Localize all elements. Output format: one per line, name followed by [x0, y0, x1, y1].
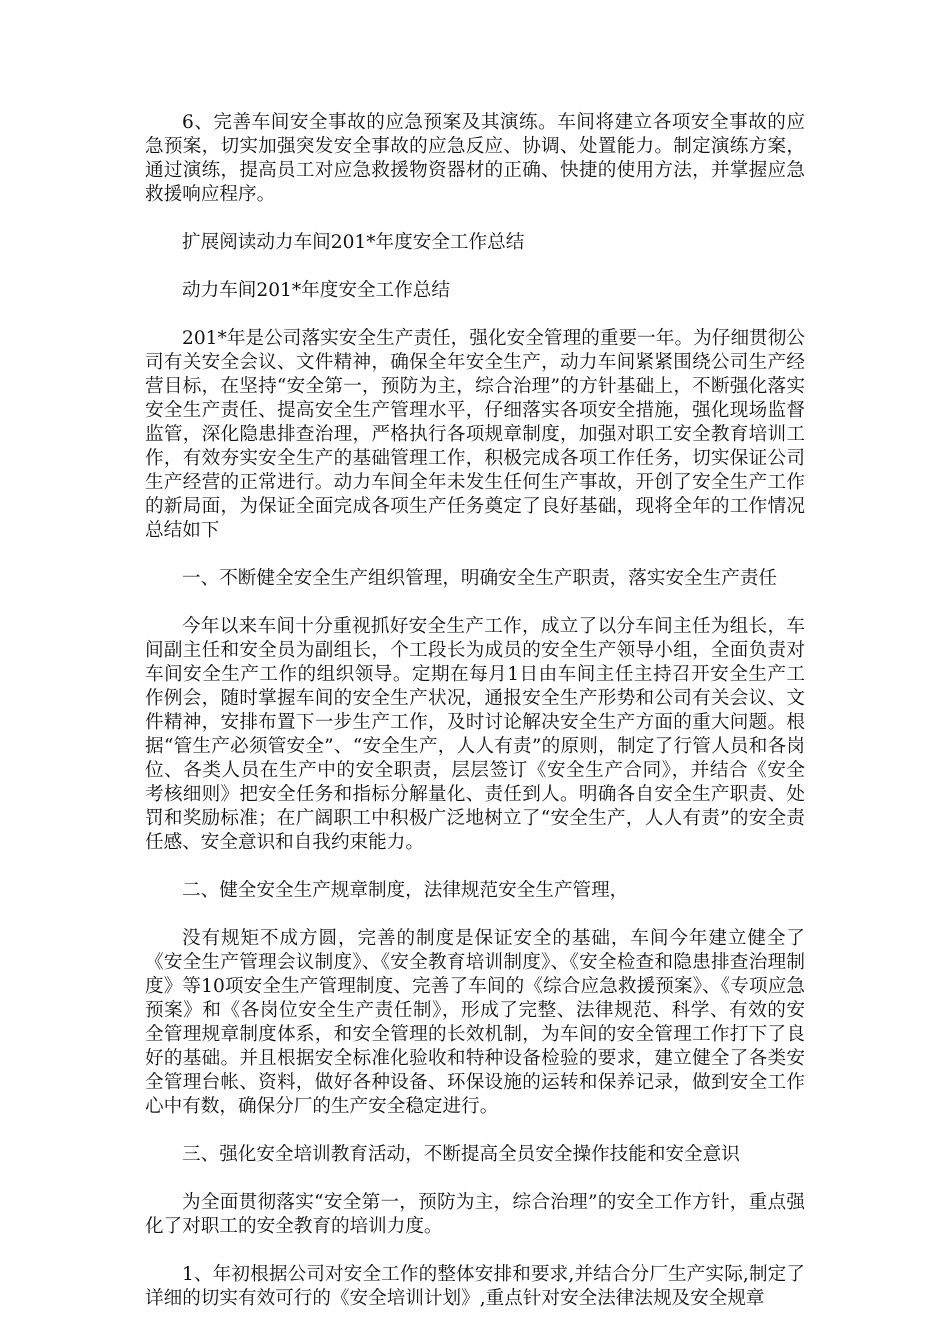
paragraph-introduction: 201*年是公司落实安全生产责任，强化安全管理的重要一年。为仔细贯彻公司有关安全会议、文件精神，确保全年安全生产，动力车间紧紧围绕公司生产经营目标，在坚持“安全第一，预防为主，综合治理”的方针基础上，不断强化落实安全生产责任、提高安全生产管理水平，仔细落实各项安全措施，强化现场监督监管，深化隐患排查治理，严格执行各项规章制度，加强对职工安全教育培训工作，有效夯实安全生产的基础管理工作，积极完成各项工作任务，切实保证公司生产经营的正常进行。动力车间全年未发生任何生产事故，开创了安全生产工作的新局面，为保证全面完成各项生产任务奠定了良好基础，现将全年的工作情况总结如下 [145, 328, 805, 541]
paragraph-section-three: 为全面贯彻落实“安全第一，预防为主，综合治理”的安全工作方针，重点强化了对职工的安全教育的培训力度。 [145, 1192, 805, 1237]
heading-section-three: 三、强化安全培训教育活动，不断提高全员安全操作技能和安全意识 [182, 1144, 740, 1165]
paragraph-section-one: 今年以来车间十分重视抓好安全生产工作，成立了以分车间主任为组长，车间副主任和安全员为副组长，个工段长为成员的安全生产领导小组，全面负责对车间安全生产工作的组织领导。定期在每月1日由车间主任主持召开安全生产工作例会，随时掌握车间的安全生产状况，通报安全生产形势和公司有关会议、文件精神，安排布置下一步生产工作，及时讨论解决安全生产方面的重大问题。根据“管生产必须管安全”、“安全生产，人人有责”的原则，制定了行管人员和各岗位、各类人员在生产中的安全职责，层层签订《安全生产合同》，并结合《安全考核细则》把安全任务和指标分解量化、责任到人。明确各自安全生产职责、处罚和奖励标准；在广阔职工中积极广泛地树立了“安全生产，人人有责”的安全责任感、安全意识和自我约束能力。 [145, 616, 805, 853]
paragraph-emergency-plan: 6、完善车间安全事故的应急预案及其演练。车间将建立各项安全事故的应急预案，切实加强突发安全事故的应急反应、协调、处置能力。制定演练方案，通过演练，提高员工对应急救援物资器材的正确、快捷的使用方法，并掌握应急救援响应程序。 [145, 112, 805, 205]
document-body [145, 111, 805, 1335]
paragraph-training-plan: 1、年初根据公司对安全工作的整体安排和要求,并结合分厂生产实际,制定了详细的切实有效可行的《安全培训计划》,重点针对安全法律法规及安全规章 [145, 1264, 805, 1309]
paragraph-section-two: 没有规矩不成方圆，完善的制度是保证安全的基础，车间今年建立健全了《安全生产管理会议制度》、《安全教育培训制度》、《安全检查和隐患排查治理制度》等10项安全生产管理制度、完善了车间的《综合应急救援预案》、《专项应急预案》和《各岗位安全生产责任制》，形成了完整、法律规范、科学、有效的安全管理规章制度体系，和安全管理的长效机制，为车间的安全管理工作打下了良好的基础。并且根据安全标准化验收和特种设备检验的要求，建立健全了各类安全管理台帐、资料，做好各种设备、环保设施的运转和保养记录，做到安全工作心中有数，确保分厂的生产安全稳定进行。 [145, 928, 805, 1117]
heading-section-two: 二、健全安全生产规章制度，法律规范安全生产管理， [182, 880, 629, 901]
heading-section-one: 一、不断健全安全生产组织管理，明确安全生产职责，落实安全生产责任 [182, 568, 778, 589]
paragraph-summary-title: 动力车间201*年度安全工作总结 [182, 280, 450, 301]
paragraph-extended-reading-title: 扩展阅读动力车间201*年度安全工作总结 [182, 232, 525, 253]
